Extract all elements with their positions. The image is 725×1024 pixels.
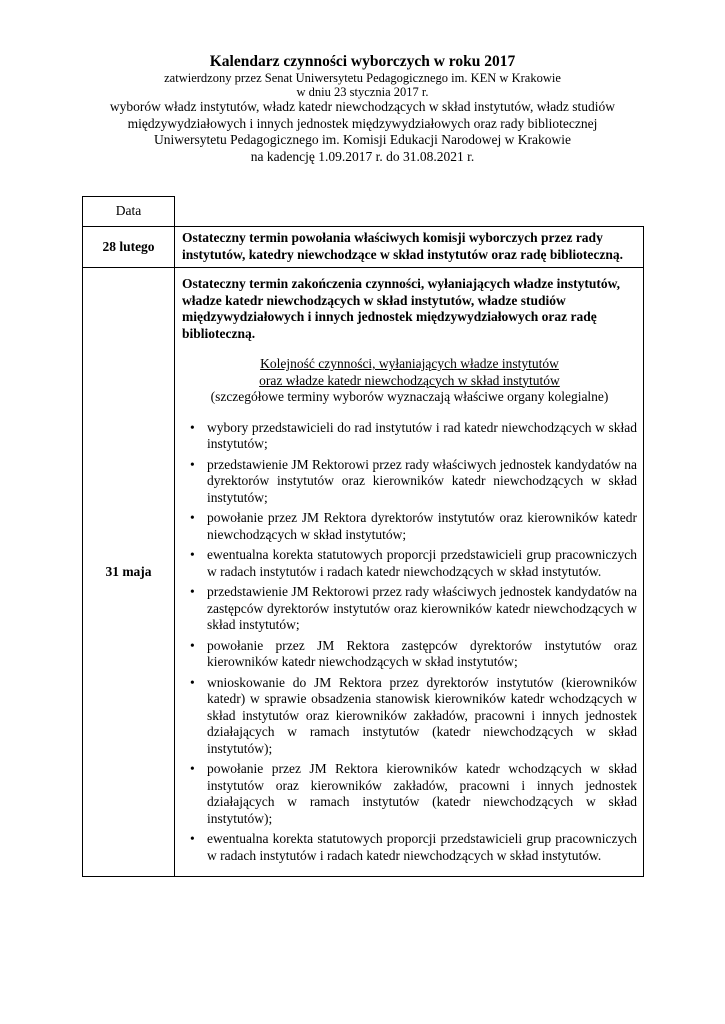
election-calendar-table bbox=[82, 196, 644, 877]
bullet-icon: • bbox=[190, 510, 195, 525]
list-item-text: ewentualna korekta statutowych proporcji przedstawicieli grup pracowniczych w radach instytutów i radach katedr niewchodzących w skład instytutów. bbox=[207, 547, 637, 579]
document-header bbox=[40, 52, 685, 165]
date-line: w dniu 23 stycznia 2017 r. bbox=[296, 85, 429, 99]
order-title-line: oraz władze katedr niewchodzących w skład instytutów bbox=[259, 372, 560, 388]
order-note: (szczegółowe terminy wyborów wyznaczają właściwe organy kolegialne) bbox=[210, 389, 609, 404]
list-item-text: wnioskowanie do JM Rektora przez dyrektorów instytutów (kierowników katedr) w sprawie obsadzenia stanowisk kierowników katedr wchodzących w skład instytutów oraz kierowników zakładów, pracowni i innych jednostek działających w ramach instytutów (katedr niewchodzących w skład instytutów); bbox=[207, 674, 637, 756]
bullet-icon: • bbox=[190, 674, 195, 690]
row-date: 31 maja bbox=[83, 268, 175, 877]
list-item bbox=[182, 761, 637, 827]
document-title: Kalendarz czynności wyborczych w roku 2017 bbox=[209, 53, 516, 70]
bullet-icon: • bbox=[190, 547, 195, 562]
scope-line: na kadencję 1.09.2017 r. do 31.08.2021 r. bbox=[250, 148, 475, 164]
order-title-line: Kolejność czynności, wyłaniających władze instytutów bbox=[260, 356, 559, 371]
list-item-text: powołanie przez JM Rektora kierowników katedr wchodzących w skład instytutów oraz kierowników zakładów, pracowni i innych jednostek działających w ramach instytutów (katedr niewchodzących w skład instytutów); bbox=[207, 761, 637, 826]
list-item bbox=[182, 457, 637, 507]
bullet-icon: • bbox=[190, 637, 195, 653]
list-item-text: powołanie przez JM Rektora dyrektorów instytutów oraz kierowników katedr niewchodzących w skład instytutów; bbox=[207, 510, 637, 542]
list-item bbox=[182, 510, 637, 543]
bullet-icon: • bbox=[190, 831, 195, 846]
list-item-text: przedstawienie JM Rektorowi przez rady właściwych jednostek kandydatów na dyrektorów instytutów oraz kierowników katedr niewchodzących w skład instytutów; bbox=[207, 456, 637, 505]
bullet-icon: • bbox=[190, 761, 195, 776]
row-main-text: Ostateczny termin zakończenia czynności, wyłaniających władze instytutów, władze katedr niewchodzących w skład instytutów, władze studiów międzywydziałowych i innych jednostek międzywydziałowych oraz radę biblioteczną. bbox=[182, 276, 620, 341]
list-item-text: powołanie przez JM Rektora zastępców dyrektorów instytutów oraz kierowników katedr niewchodzących w skład instytutów; bbox=[207, 637, 637, 669]
list-item bbox=[182, 584, 637, 634]
bullet-icon: • bbox=[190, 584, 195, 599]
list-item bbox=[182, 638, 637, 671]
row-description bbox=[175, 268, 644, 877]
table-header-row bbox=[83, 197, 644, 227]
bullet-icon: • bbox=[190, 419, 195, 435]
list-item-text: przedstawienie JM Rektorowi przez rady właściwych jednostek kandydatów na zastępców dyrektorów instytutów oraz kierowników katedr niewchodzących w skład instytutów; bbox=[207, 584, 637, 632]
column-header-date: Data bbox=[83, 197, 175, 227]
scope-line: Uniwersytetu Pedagogicznego im. Komisji Edukacji Narodowej w Krakowie bbox=[154, 132, 571, 147]
bullet-icon: • bbox=[190, 456, 195, 472]
steps-list bbox=[182, 420, 637, 865]
row-description: Ostateczny termin powołania właściwych komisji wyborczych przez rady instytutów, katedry niewchodzące w skład instytutów oraz radę biblioteczną. bbox=[175, 227, 644, 268]
list-item bbox=[182, 675, 637, 758]
scope-line: wyborów władz instytutów, władz katedr niewchodzących w skład instytutów, władz studiów bbox=[109, 99, 616, 114]
list-item bbox=[182, 547, 637, 580]
row-date: 28 lutego bbox=[83, 227, 175, 268]
list-item-text: ewentualna korekta statutowych proporcji przedstawicieli grup pracowniczych w radach instytutów i radach katedr niewchodzących w skład instytutów. bbox=[207, 831, 637, 863]
list-item-text: wybory przedstawicieli do rad instytutów i rad katedr niewchodzących w skład instytutów; bbox=[207, 419, 637, 451]
table-row bbox=[83, 227, 644, 268]
approved-line: zatwierdzony przez Senat Uniwersytetu Pedagogicznego im. KEN w Krakowie bbox=[164, 71, 561, 85]
list-item bbox=[182, 420, 637, 453]
table-row bbox=[83, 268, 644, 877]
scope-line: międzywydziałowych i innych jednostek międzywydziałowych oraz rady bibliotecznej bbox=[127, 115, 598, 131]
list-item bbox=[182, 831, 637, 864]
column-header-empty bbox=[175, 197, 644, 227]
